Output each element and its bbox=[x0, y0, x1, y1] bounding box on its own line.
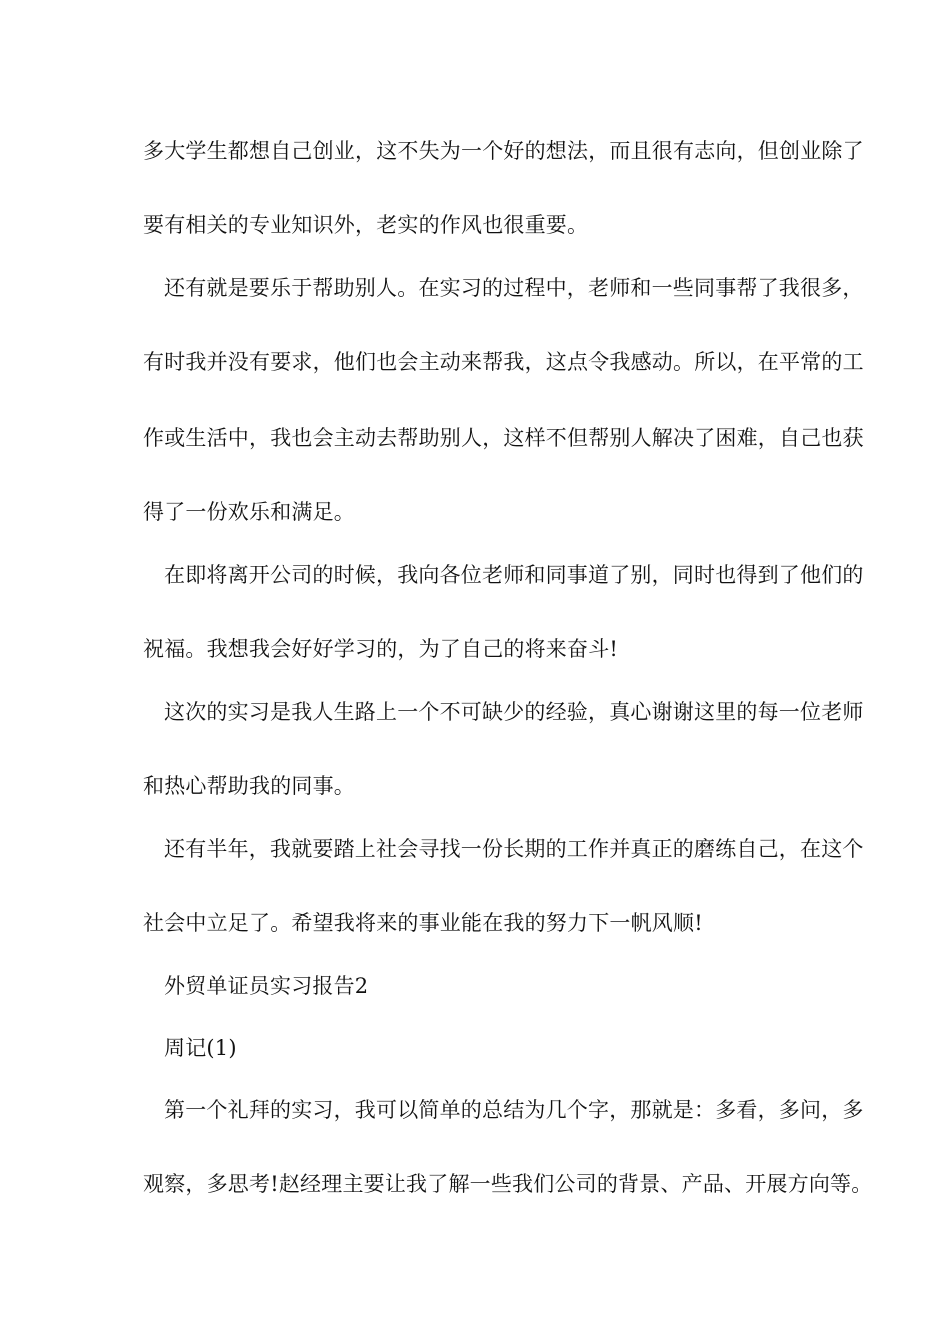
subheading: 周记(1) bbox=[164, 1036, 237, 1060]
paragraph-start-line: 在即将离开公司的时候，我向各位老师和同事道了别，同时也得到了他们的 bbox=[164, 563, 864, 587]
paragraph-start-line: 还有就是要乐于帮助别人。在实习的过程中，老师和一些同事帮了我很多， bbox=[164, 276, 864, 300]
paragraph-start-line: 这次的实习是我人生路上一个不可缺少的经验，真心谢谢这里的每一位老师 bbox=[164, 700, 864, 724]
section-heading: 外贸单证员实习报告2 bbox=[164, 974, 369, 998]
text-line: 得了一份欢乐和满足。 bbox=[143, 500, 355, 524]
text-line: 有时我并没有要求，他们也会主动来帮我，这点令我感动。所以，在平常的工 bbox=[143, 350, 864, 374]
text-line: 社会中立足了。希望我将来的事业能在我的努力下一帆风顺! bbox=[143, 911, 703, 935]
text-line: 多大学生都想自己创业，这不失为一个好的想法，而且很有志向，但创业除了 bbox=[143, 139, 864, 163]
paragraph-start-line: 还有半年，我就要踏上社会寻找一份长期的工作并真正的磨练自己，在这个 bbox=[164, 837, 864, 861]
paragraph-start-line: 第一个礼拜的实习，我可以简单的总结为几个字，那就是：多看，多问，多 bbox=[164, 1098, 864, 1122]
text-line: 观察，多思考!赵经理主要让我了解一些我们公司的背景、产品、开展方向等。 bbox=[143, 1172, 873, 1196]
text-line: 祝福。我想我会好好学习的，为了自己的将来奋斗! bbox=[143, 637, 619, 661]
text-line: 和热心帮助我的同事。 bbox=[143, 774, 355, 798]
text-line: 要有相关的专业知识外，老实的作风也很重要。 bbox=[143, 213, 589, 237]
text-line: 作或生活中，我也会主动去帮助别人，这样不但帮别人解决了困难，自己也获 bbox=[143, 426, 864, 450]
